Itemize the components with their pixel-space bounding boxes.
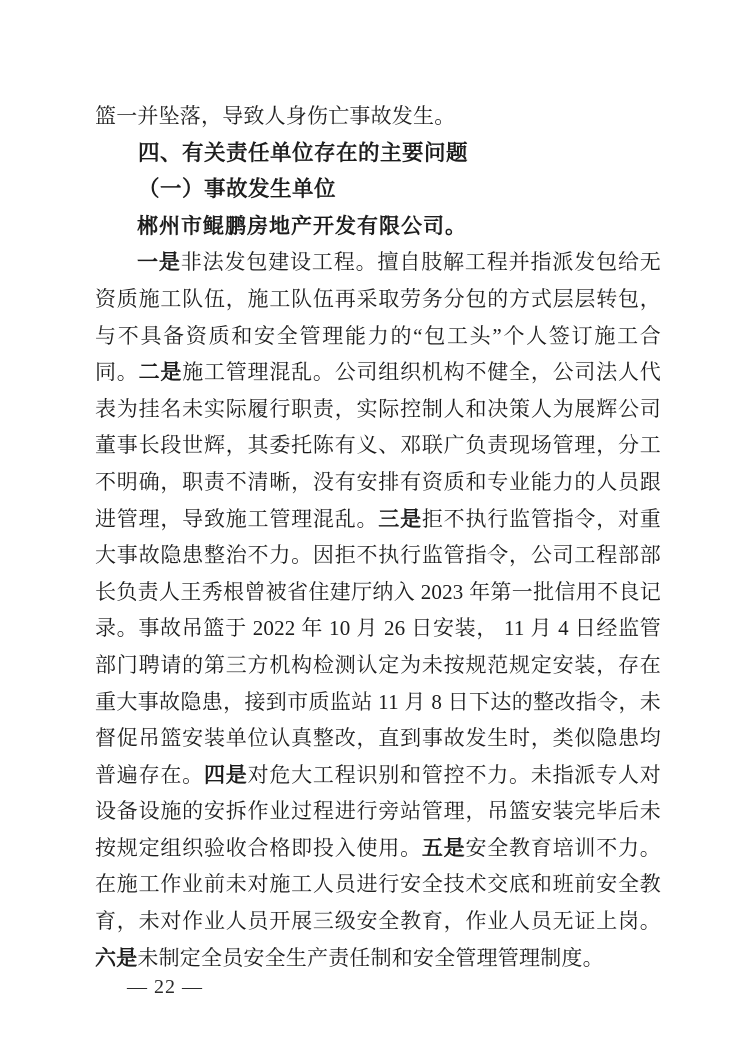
problems-paragraph xyxy=(95,244,661,976)
item-4-text: 对危大工程识别和管控不力。未指派专人对设备设施的安拆作业过程进行旁站管理，吊篮安装完毕后未按规定组织验收合格即投入使用。 xyxy=(95,762,662,860)
item-6-text: 未制定全员安全生产责任制和安全管理管理制度。 xyxy=(137,945,604,970)
section-heading-text: 四、有关责任单位存在的主要问题 xyxy=(138,140,469,165)
subsection-heading-text: （一）事故发生单位 xyxy=(138,177,337,202)
item-4-marker: 四是 xyxy=(203,762,248,787)
section-heading xyxy=(95,135,661,172)
item-5-marker: 五是 xyxy=(421,835,466,860)
item-3-marker: 三是 xyxy=(378,506,422,531)
subsection-heading xyxy=(95,171,661,208)
intro-continuation-line xyxy=(95,98,661,135)
item-6-marker: 六是 xyxy=(95,945,138,970)
company-name-text: 郴州市鲲鹏房地产开发有限公司。 xyxy=(137,213,467,238)
item-1-marker: 一是 xyxy=(137,250,181,275)
item-5-text: 安全教育培训不力。在施工作业前未对施工人员进行安全技术交底和班前安全教育，未对作业人员开展三级安全教育，作业人员无证上岗。 xyxy=(95,835,661,934)
item-2-text: 施工管理混乱。公司组织机构不健全，公司法人代表为挂名未实际履行职责，实际控制人和决策人为展辉公司董事长段世辉，其委托陈有义、邓联广负责现场管理，分工不明确，职责不清晰，没有安排有资质和专业能力的人员跟进管理，导致施工管理混乱。 xyxy=(95,360,662,531)
item-1-text: 非法发包建设工程。擅自肢解工程并指派发包给无资质施工队伍，施工队伍再采取劳务分包的方式层层转包，与不具备资质和安全管理能力的“包工头”个人签订施工合同。 xyxy=(95,250,661,385)
item-2-marker: 二是 xyxy=(138,360,183,385)
company-name-line xyxy=(95,208,661,245)
page-number: — 22 — xyxy=(127,976,203,998)
item-3-text: 拒不执行监管指令，对重大事故隐患整治不力。因拒不执行监管指令，公司工程部部长负责人王秀根曾被省住建厅纳入 2023 年第一批信用不良记录。事故吊篮于 2022 年 10 月 26 日安装， 11 月 4 日经监管部门聘请的第三方机构检测认定为未按规范规定安装，存在重大事故隐患，接到市质监站 11 月 8 日下达的整改指令，未督促吊篮安装单位认真整改，直到事故发生时，类似隐患均普遍存在。 xyxy=(95,506,662,787)
intro-text: 篮一并坠落，导致人身伤亡事故发生。 xyxy=(95,104,456,128)
page-content xyxy=(95,98,661,976)
